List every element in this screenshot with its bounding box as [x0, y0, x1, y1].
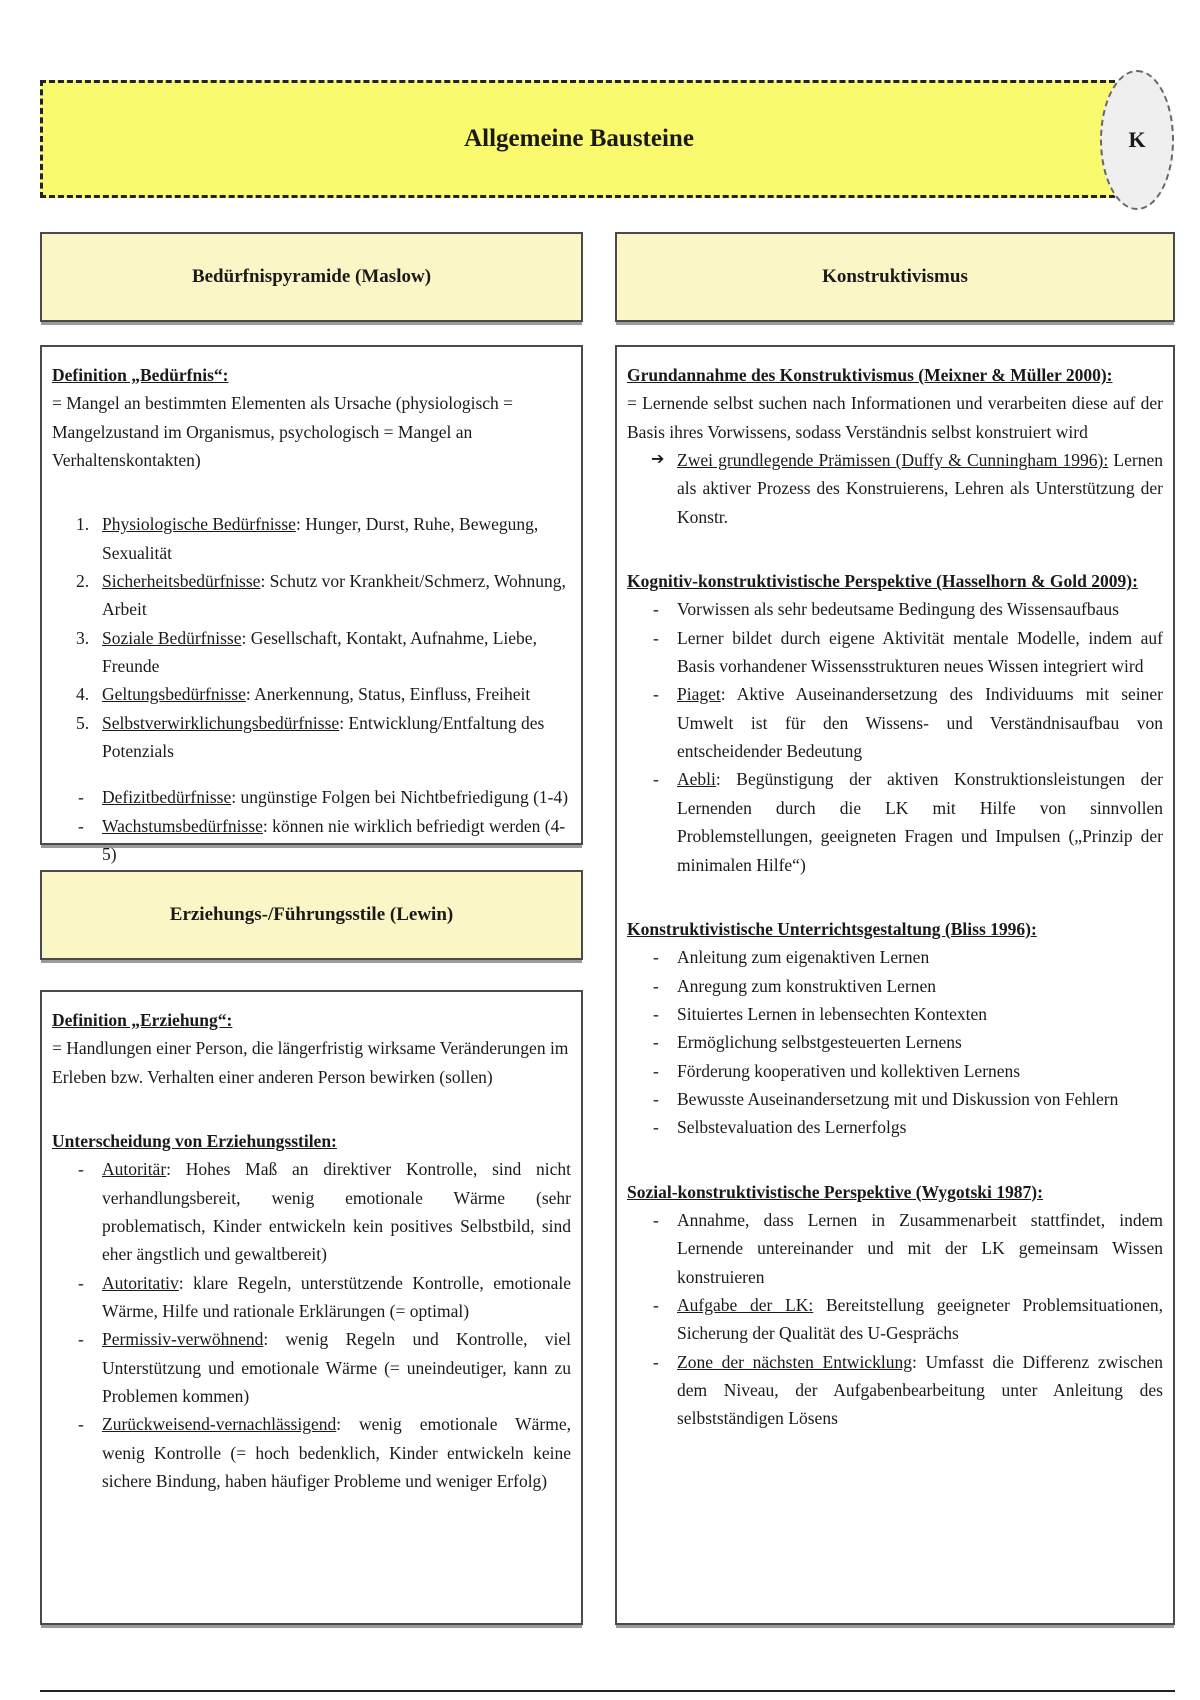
list-item: - Zurückweisend-vernachlässigend: wenig emotionale Wärme, wenig Kontrolle (= hoch bedenklich, Kinder entwickeln keine sichere Bindung, haben häufiger Probleme und weniger Erfolg) — [52, 1410, 571, 1495]
list-item: - Anleitung zum eigenaktiven Lernen — [627, 943, 1163, 971]
list-item: 3. Soziale Bedürfnisse: Gesellschaft, Kontakt, Aufnahme, Liebe, Freunde — [76, 627, 537, 677]
sozial-list — [627, 1206, 1163, 1433]
konstruktivismus-box — [615, 345, 1175, 1625]
list-item: - Vorwissen als sehr bedeutsame Bedingung des Wissensaufbaus — [627, 595, 1163, 623]
konstruktivismus-header-title: Konstruktivismus — [822, 266, 968, 287]
styles-heading: Unterscheidung von Erziehungsstilen: — [52, 1131, 337, 1152]
maslow-box — [40, 345, 583, 865]
list-item: 2. Sicherheitsbedürfnisse: Schutz vor Krankheit/Schmerz, Wohnung, Arbeit — [76, 571, 566, 620]
list-item: 1. Physiologische Bedürfnisse: Hunger, Durst, Ruhe, Bewegung, Sexualität — [76, 514, 539, 563]
unterricht-list — [627, 943, 1163, 1141]
praemissen-item: ➔ Zwei grundlegende Prämissen (Duffy & Cunningham 1996): Lernen als aktiver Prozess des Konstruierens, Lehren als Unterstützung der Konstr. — [627, 446, 1163, 531]
list-item: - Aebli: Begünstigung der aktiven Konstruktionsleistungen der Lernenden durch die LK mit Hilfe von sinnvollen Problemstellungen, geeigneten Fragen und Impulsen („Prinzip der minimalen Hilfe“) — [627, 765, 1163, 878]
lewin-header — [40, 870, 583, 960]
list-item: - Zone der nächsten Entwicklung: Umfasst die Differenz zwischen dem Niveau, der Aufgabenbearbeitung unter Anleitung des selbstständigen Lösens — [627, 1348, 1163, 1433]
lewin-header-title: Erziehungs-/Führungsstile (Lewin) — [169, 904, 454, 925]
list-item: - Annahme, dass Lernen in Zusammenarbeit stattfindet, indem Lernende untereinander und mit der LK gemeinsam Wissen konstruieren — [627, 1206, 1163, 1291]
title-banner — [40, 80, 1115, 198]
erziehung-definition-heading: Definition „Erziehung“: — [52, 1010, 233, 1030]
list-item: - Ermöglichung selbstgesteuerten Lernens — [627, 1028, 1163, 1056]
bottom-divider — [40, 1690, 1175, 1692]
page-title: Allgemeine Bausteine — [464, 125, 694, 152]
sozial-heading: Sozial-konstruktivistische Perspektive (Wygotski 1987): — [627, 1181, 1043, 1202]
erziehung-definition-text: = Handlungen einer Person, die längerfristig wirksame Veränderungen im Erleben bzw. Verhalten einer anderen Person bewirken (sollen) — [52, 1038, 569, 1087]
list-item: 5. Selbstverwirklichungsbedürfnisse: Entwicklung/Entfaltung des Potenzials — [76, 712, 545, 762]
list-item: - Situiertes Lernen in lebensechten Kontexten — [627, 1000, 1163, 1028]
list-item: - Autoritär: Hohes Maß an direktiver Kontrolle, sind nicht verhandlungsbereit, wenig emotionale Wärme (sehr problematisch, Kinder entwickeln kein positives Selbstbild, sind eher ängstlich und gewaltbereit) — [52, 1155, 571, 1268]
list-item: - Aufgabe der LK: Bereitstellung geeigneter Problemsituationen, Sicherung der Qualität des U-Gesprächs — [627, 1291, 1163, 1348]
lewin-box — [40, 990, 583, 1625]
category-badge-label: K — [1128, 127, 1146, 152]
kognitiv-list — [627, 595, 1163, 878]
arrow-right-icon: ➔ — [651, 449, 665, 469]
kognitiv-heading: Kognitiv-konstruktivistische Perspektive (Hasselhorn & Gold 2009): — [627, 571, 1138, 592]
maslow-header — [40, 232, 583, 322]
list-item: - Bewusste Auseinandersetzung mit und Diskussion von Fehlern — [627, 1085, 1163, 1113]
konstruktivismus-header — [615, 232, 1175, 322]
list-item: - Defizitbedürfnisse: ungünstige Folgen bei Nichtbefriedigung (1-4) — [52, 783, 571, 811]
list-item: - Förderung kooperativen und kollektiven Lernens — [627, 1057, 1163, 1085]
list-item: - Wachstumsbedürfnisse: können nie wirklich befriedigt werden (4-5) — [52, 812, 571, 869]
styles-list — [52, 1155, 571, 1495]
maslow-header-title: Bedürfnispyramide (Maslow) — [191, 266, 432, 287]
category-badge — [1100, 70, 1174, 210]
need-types-list — [52, 783, 571, 868]
list-item: - Selbstevaluation des Lernerfolgs — [627, 1113, 1163, 1141]
list-item: - Lerner bildet durch eigene Aktivität mentale Modelle, indem auf Basis vorhandener Wissensstrukturen neues Wissen integriert wird — [627, 624, 1163, 681]
list-item: 4. Geltungsbedürfnisse: Anerkennung, Status, Einfluss, Freiheit — [76, 684, 531, 705]
list-item: - Piaget: Aktive Auseinandersetzung des Individuums mit seiner Umwelt ist für den Wissens- und Verständnisaufbau von entscheidender Bedeutung — [627, 680, 1163, 765]
list-item: - Permissiv-verwöhnend: wenig Regeln und Kontrolle, viel Unterstützung und emotionale Wärme (= uneindeutiger, kann zu Problemen kommen) — [52, 1325, 571, 1410]
grundannahme-heading: Grundannahme des Konstruktivismus (Meixner & Müller 2000): — [627, 365, 1113, 385]
needs-list — [52, 510, 571, 765]
list-item: - Anregung zum konstruktiven Lernen — [627, 972, 1163, 1000]
grundannahme-text: = Lernende selbst suchen nach Informationen und verarbeiten diese auf der Basis ihres Vorwissens, sodass Verständnis selbst konstruiert wird — [627, 393, 1163, 442]
bedurfnis-definition-heading: Definition „Bedürfnis“: — [52, 365, 229, 385]
bedurfnis-definition-text: = Mangel an bestimmten Elementen als Ursache (physiologisch = Mangelzustand im Organismus, psychologisch = Mangel an Verhaltenskontakten) — [52, 393, 514, 471]
unterricht-heading: Konstruktivistische Unterrichtsgestaltung (Bliss 1996): — [627, 918, 1037, 939]
list-item: - Autoritativ: klare Regeln, unterstützende Kontrolle, emotionale Wärme, Hilfe und rationale Erklärungen (= optimal) — [52, 1269, 571, 1326]
